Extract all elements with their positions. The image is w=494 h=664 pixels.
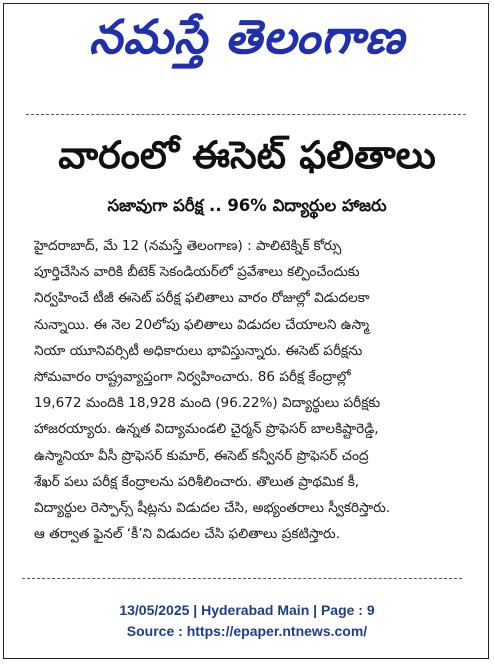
bottom-divider — [22, 578, 462, 579]
article-line: నిర్వహించే టీజీ ఈసెట్‌ పరీక్ష ఫలితాలు వారం రోజుల్లో విడుదలకా — [34, 290, 370, 307]
article-line: 19,672 మందికి 18,928 మంది (96.22%) విద్యార్థులు పరీక్షకు — [34, 395, 381, 412]
publication-info: 13/05/2025 | Hyderabad Main | Page : 9 — [119, 602, 375, 618]
article-line: శేఖర్‌ పలు పరీక్ష కేంద్రాలను పరిశీలించారు. తొలుత ప్రాథమిక కీ, — [34, 473, 360, 490]
article-subheadline: సజావుగా పరీక్ష .. 96% విద్యార్థుల హాజరు — [107, 196, 387, 215]
newspaper-masthead: నమస్తే తెలంగాణ — [89, 10, 405, 65]
top-divider — [26, 114, 466, 115]
article-headline: వారంలో ఈసెట్‌ ఫలితాలు — [58, 133, 436, 177]
article-line: ఆ తర్వాత ఫైనల్‌ ‘కీ’ని విడుదల చేసి ఫలితాలు ప్రకటిస్తారు. — [34, 526, 341, 543]
article-line: హాజరయ్యారు. ఉన్నత విద్యామండలి చైర్మన్‌ ప్రొఫెసర్‌ బాలకిష్టారెడ్డి, — [34, 421, 379, 438]
source-link[interactable]: Source : https://epaper.ntnews.com/ — [126, 623, 368, 639]
article-line: హైదరాబాద్‌, మే 12 (నమస్తే తెలంగాణ) : పాలిటెక్నిక్‌ కోర్సు — [34, 238, 342, 254]
article-body — [34, 233, 464, 547]
article-line: విద్యార్థుల రెస్పాన్స్‌ షీట్లను విడుదల చేసి, అభ్యంతరాలు స్వీకరిస్తారు. — [34, 499, 391, 516]
article-line: సోమవారం రాష్ట్రవ్యాప్తంగా నిర్వహించారు. 86 పరీక్ష కేంద్రాల్లో — [34, 368, 351, 385]
article-line: నున్నాయి. ఈ నెల 20లోపు ఫలితాలు విడుదల చేయాలని ఉస్మా — [34, 316, 370, 333]
article-line: పూర్తిచేసిన వారికి బీటెక్‌ సెకండియర్‌లో ప్రవేశాలు కల్పించేందుకు — [34, 264, 360, 281]
article-line: ఉస్మానియా వీసీ ప్రొఫెసర్‌ కుమార్‌, ఈసెట్‌ కన్వీనర్‌ ప్రొఫెసర్‌ చంద్ర — [34, 447, 369, 464]
article-line: నియా యూనివర్సిటీ అధికారులు భావిస్తున్నారు. ఈసెట్‌ పరీక్షను — [34, 342, 363, 359]
